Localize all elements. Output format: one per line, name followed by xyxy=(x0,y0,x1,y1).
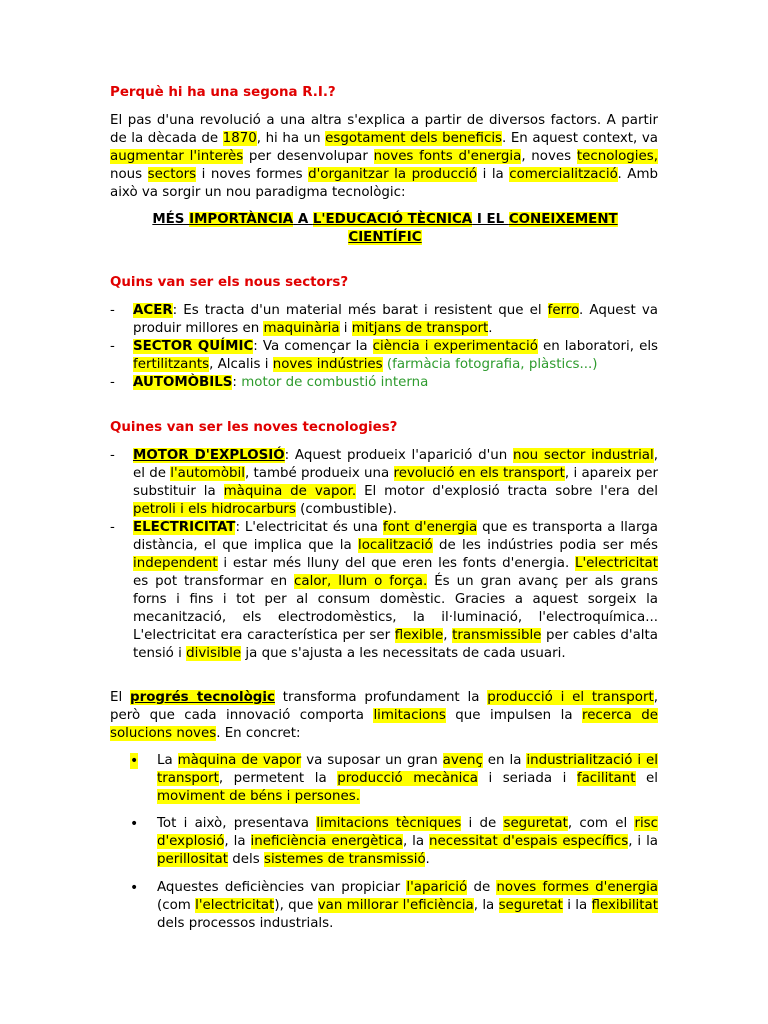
list-dash: - xyxy=(110,339,115,354)
list-item-sector-quimic: SECTOR QUÍMIC: Va començar la ciència i experimentació en laboratori, els fertilitzants, Alcalis i noves indústries (farmàcia fotografia, plàstics...) xyxy=(133,339,659,372)
bullet-dot: • xyxy=(130,880,139,896)
bullet-item-steam-engine: La màquina de vapor va suposar un gran avenç en la industrialització i el transport, permetent la producció mecànica i seriada i facilitant el moviment de béns i persones. xyxy=(157,753,658,804)
bullet-dot: • xyxy=(130,816,139,832)
section-heading-sectors: Quins van ser els nous sectors? xyxy=(110,275,349,290)
bullet-dot: • xyxy=(130,753,139,769)
key-statement: MÉS IMPORTÀNCIA A L'EDUCACIÓ TÈCNICA I EL CONEIXEMENT CIENTÍFIC xyxy=(152,212,618,245)
list-item-electricitat: ELECTRICITAT: L'electricitat és una font d'energia que es transporta a llarga distància, el que implica que la localització de les indústries podia ser més independent i estar més lluny del que eren les fonts d'energia. L'electricitat es pot transformar en calor, llum o força. És un gran avanç per als grans forns i fins i tot per al consum domèstic. Gracies a aquest sorgeix la mecanització, els electrodomèstics, la il·luminació, l'electroquímica... L'electricitat era característica per ser flexible, transmissible per cables d'alta tensió i divisible ja que s'ajusta a les necessitats de cada usuari. xyxy=(133,520,659,661)
list-dash: - xyxy=(110,448,115,463)
list-item-motor-explosio: MOTOR D'EXPLOSIÓ: Aquest produeix l'aparició d'un nou sector industrial, el de l'automòbil, també produeix una revolució en els transport, i apareix per substituir la màquina de vapor. El motor d'explosió tracta sobre l'era del petroli i els hidrocarburs (combustible). xyxy=(133,448,659,517)
list-dash: - xyxy=(110,375,115,390)
progress-paragraph: El progrés tecnològic transforma profundament la producció i el transport, però que cada innovació comporta limitacions que impulsen la recerca de solucions noves. En concret: xyxy=(110,690,659,741)
section-heading-second-ri: Perquè hi ha una segona R.I.? xyxy=(110,85,336,100)
list-item-acer: ACER: Es tracta d'un material més barat i resistent que el ferro. Aquest va produir millores en maquinària i mitjans de transport. xyxy=(133,303,658,336)
list-dash: - xyxy=(110,303,115,318)
list-dash: - xyxy=(110,520,115,535)
bullet-item-limitations: Tot i això, presentava limitacions tècniques i de seguretat, com el risc d'explosió, la ineficiència energètica, la necessitat d'espais específics, i la perillositat dels sistemes de transmissió. xyxy=(157,816,659,867)
bullet-item-deficiencies: Aquestes deficiències van propiciar l'aparició de noves formes d'energia (com l'electricitat), que van millorar l'eficiència, la seguretat i la flexibilitat dels processos industrials. xyxy=(157,880,658,931)
intro-paragraph: El pas d'una revolució a una altra s'explica a partir de diversos factors. A partir de la dècada de 1870, hi ha un esgotament dels beneficis. En aquest context, va augmentar l'interès per desenvolupar noves fonts d'energia, noves tecnologies, nous sectors i noves formes d'organitzar la producció i la comercialització. Amb això va sorgir un nou paradigma tecnològic: xyxy=(110,113,658,200)
list-item-automobils: AUTOMÒBILS: motor de combustió interna xyxy=(133,375,429,390)
section-heading-technologies: Quines van ser les noves tecnologies? xyxy=(110,420,398,435)
